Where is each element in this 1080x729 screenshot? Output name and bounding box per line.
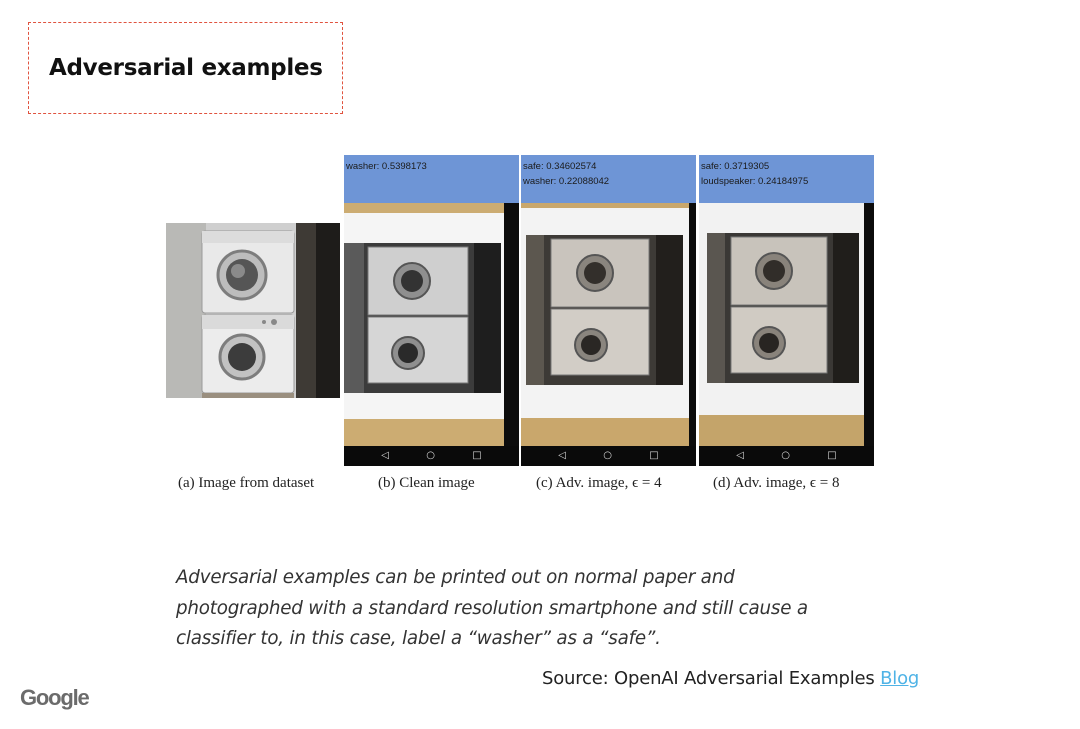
title-box bbox=[28, 22, 343, 114]
panel-b-phone bbox=[344, 155, 519, 466]
prediction-label: washer: 0.22088042 bbox=[523, 176, 610, 187]
prediction-bar bbox=[699, 155, 874, 203]
prediction-label: safe: 0.34602574 bbox=[523, 161, 597, 172]
caption-d: (d) Adv. image, ϵ = 8 bbox=[713, 475, 840, 491]
panel-d-phone bbox=[699, 155, 874, 466]
caption-c: (c) Adv. image, ϵ = 4 bbox=[536, 475, 662, 491]
slide-title: Adversarial examples bbox=[49, 55, 323, 81]
panel-c-phone bbox=[521, 155, 696, 466]
panel-a-dataset-image bbox=[166, 223, 340, 398]
prediction-bar bbox=[344, 155, 519, 203]
android-nav-bar bbox=[344, 446, 519, 466]
phone-camera-view bbox=[521, 203, 696, 446]
source-citation bbox=[542, 668, 919, 689]
android-nav-bar bbox=[521, 446, 696, 466]
printed-washer-photo bbox=[344, 203, 519, 446]
washer-dryer-photo bbox=[166, 223, 340, 398]
description-line: classifier to, in this case, label a “washer” as a “safe”. bbox=[176, 628, 661, 649]
phone-camera-view bbox=[699, 203, 874, 446]
phone-camera-view bbox=[344, 203, 519, 446]
android-nav-bar bbox=[699, 446, 874, 466]
prediction-label: washer: 0.5398173 bbox=[346, 161, 427, 172]
prediction-label: loudspeaker: 0.24184975 bbox=[701, 176, 809, 187]
recents-icon: □ bbox=[472, 450, 482, 461]
home-icon: ○ bbox=[426, 450, 435, 461]
prediction-label: safe: 0.3719305 bbox=[701, 161, 770, 172]
caption-a: (a) Image from dataset bbox=[178, 475, 315, 491]
description-text bbox=[176, 563, 876, 655]
recents-icon: □ bbox=[649, 450, 659, 461]
description-line: photographed with a standard resolution smartphone and still cause a bbox=[176, 597, 808, 619]
home-icon: ○ bbox=[603, 450, 612, 461]
description-line: Adversarial examples can be printed out on normal paper and bbox=[176, 567, 735, 588]
home-icon: ○ bbox=[781, 450, 790, 461]
printed-adversarial-photo bbox=[699, 203, 874, 446]
blog-link[interactable]: Blog bbox=[880, 668, 920, 689]
back-icon: ◁ bbox=[558, 450, 566, 461]
back-icon: ◁ bbox=[736, 450, 744, 461]
source-prefix: Source: OpenAI Adversarial Examples bbox=[542, 668, 881, 689]
printed-adversarial-photo bbox=[521, 203, 696, 446]
caption-b: (b) Clean image bbox=[378, 475, 475, 491]
back-icon: ◁ bbox=[381, 450, 389, 461]
prediction-bar bbox=[521, 155, 696, 203]
google-logo: Google bbox=[20, 685, 89, 710]
recents-icon: □ bbox=[827, 450, 837, 461]
